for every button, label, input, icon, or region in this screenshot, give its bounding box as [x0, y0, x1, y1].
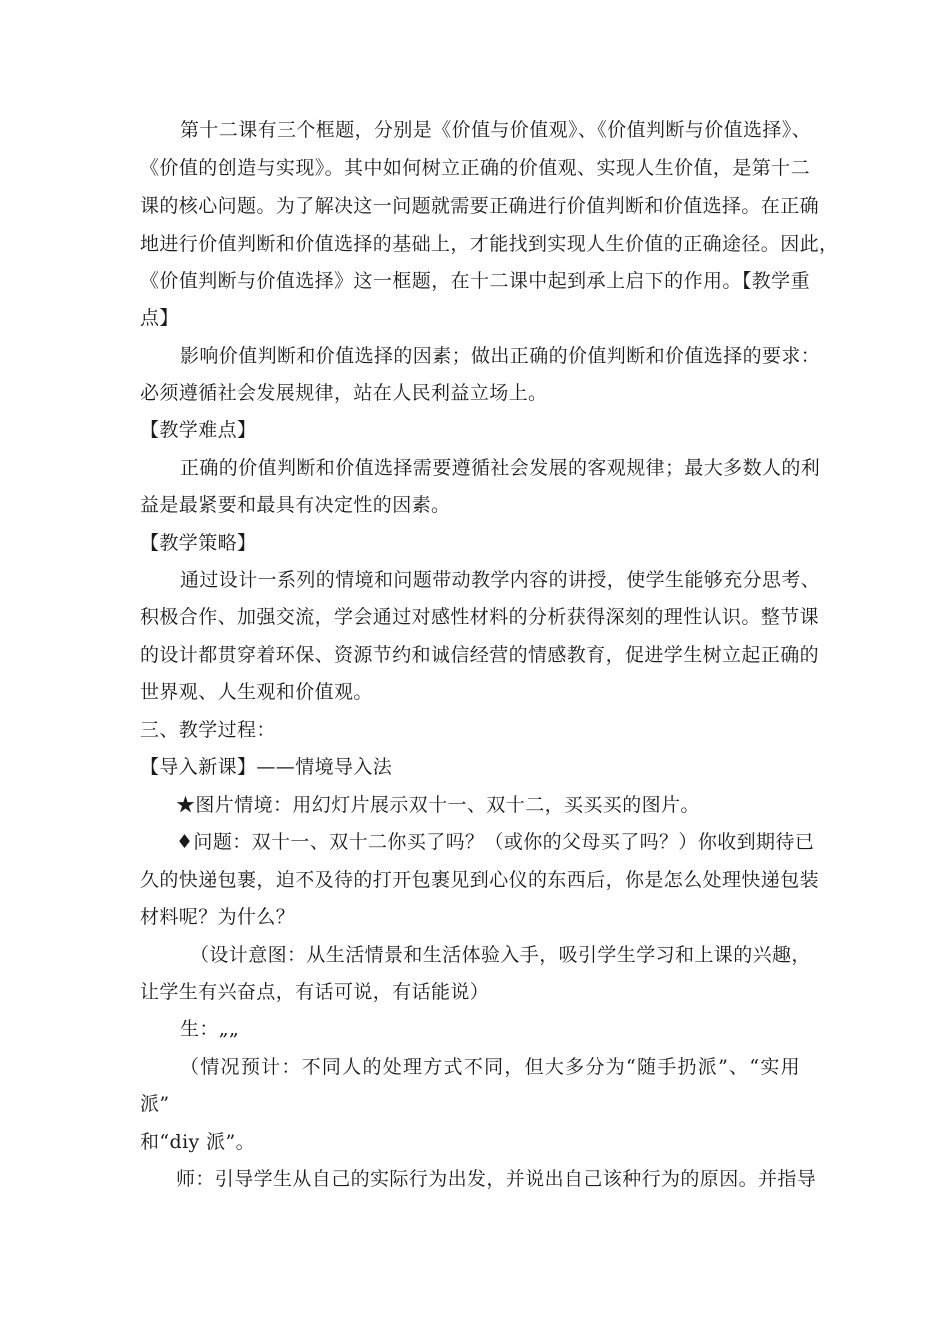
paragraph-line: 必须遵循社会发展规律，站在人民利益立场上。 — [140, 382, 548, 404]
section-heading: 三、教学过程： — [140, 719, 276, 741]
paragraph-line: 益是最紧要和最具有决定性的因素。 — [140, 494, 451, 516]
paragraph-line: ★图片情境：用幻灯片展示双十一、双十二，买买买的图片。 — [176, 794, 700, 816]
paragraph-line: 点】 — [140, 307, 179, 329]
paragraph-line: 派” — [140, 1093, 170, 1115]
paragraph-line: 正确的价值判断和价值选择需要遵循社会发展的客观规律；最大多数人的利 — [180, 457, 821, 479]
paragraph-line: ♦问题：双十一、双十二你买了吗？（或你的父母买了吗？）你收到期待已 — [176, 831, 815, 853]
paragraph-line: 久的快递包裹，迫不及待的打开包裹见到心仪的东西后，你是怎么处理快递包装 — [140, 869, 820, 891]
paragraph-line: 通过设计一系列的情境和问题带动教学内容的讲授，使学生能够充分思考、 — [180, 569, 821, 591]
paragraph-line: 影响价值判断和价值选择的因素；做出正确的价值判断和价值选择的要求： — [180, 345, 821, 367]
paragraph-line: 课的核心问题。为了解决这一问题就需要正确进行价值判断和价值选择。在正确 — [140, 195, 820, 217]
paragraph-line: 和“diy 派”。 — [140, 1131, 256, 1153]
paragraph-line: 材料呢？为什么？ — [140, 906, 296, 928]
paragraph-line: 世界观、人生观和价值观。 — [140, 681, 373, 703]
section-heading: 【导入新课】——情境导入法 — [140, 756, 393, 778]
paragraph-line: 的设计都贯穿着环保、资源节约和诚信经营的情感教育，促进学生树立起正确的 — [140, 644, 820, 666]
paragraph-line: 积极合作、加强交流，学会通过对感性材料的分析获得深刻的理性认识。整节课 — [140, 606, 820, 628]
paragraph-line: 生：„„ — [180, 1018, 240, 1040]
paragraph-line: 让学生有兴奋点，有话可说，有话能说） — [140, 981, 490, 1003]
section-heading: 【教学策略】 — [140, 532, 257, 554]
paragraph-line: 第十二课有三个框题，分别是《价值与价值观》、《价值判断与价值选择》、 — [180, 119, 812, 141]
paragraph-line: 师：引导学生从自己的实际行为出发，并说出自己该种行为的原因。并指导 — [176, 1168, 817, 1190]
paragraph-line: 《价值的创造与实现》。其中如何树立正确的价值观、实现人生价值，是第十二 — [140, 157, 810, 179]
section-heading: 【教学难点】 — [140, 419, 257, 441]
paragraph-line: （设计意图：从生活情景和生活体验入手，吸引学生学习和上课的兴趣， — [190, 944, 811, 966]
paragraph-line: 《价值判断与价值选择》这一框题，在十二课中起到承上启下的作用。【教学重 — [140, 270, 810, 292]
paragraph-line: 地进行价值判断和价值选择的基础上，才能找到实现人生价值的正确途径。因此， — [140, 233, 839, 255]
paragraph-line: （情况预计：不同人的处理方式不同，但大多分为“随手扔派”、“实用 — [180, 1056, 800, 1078]
